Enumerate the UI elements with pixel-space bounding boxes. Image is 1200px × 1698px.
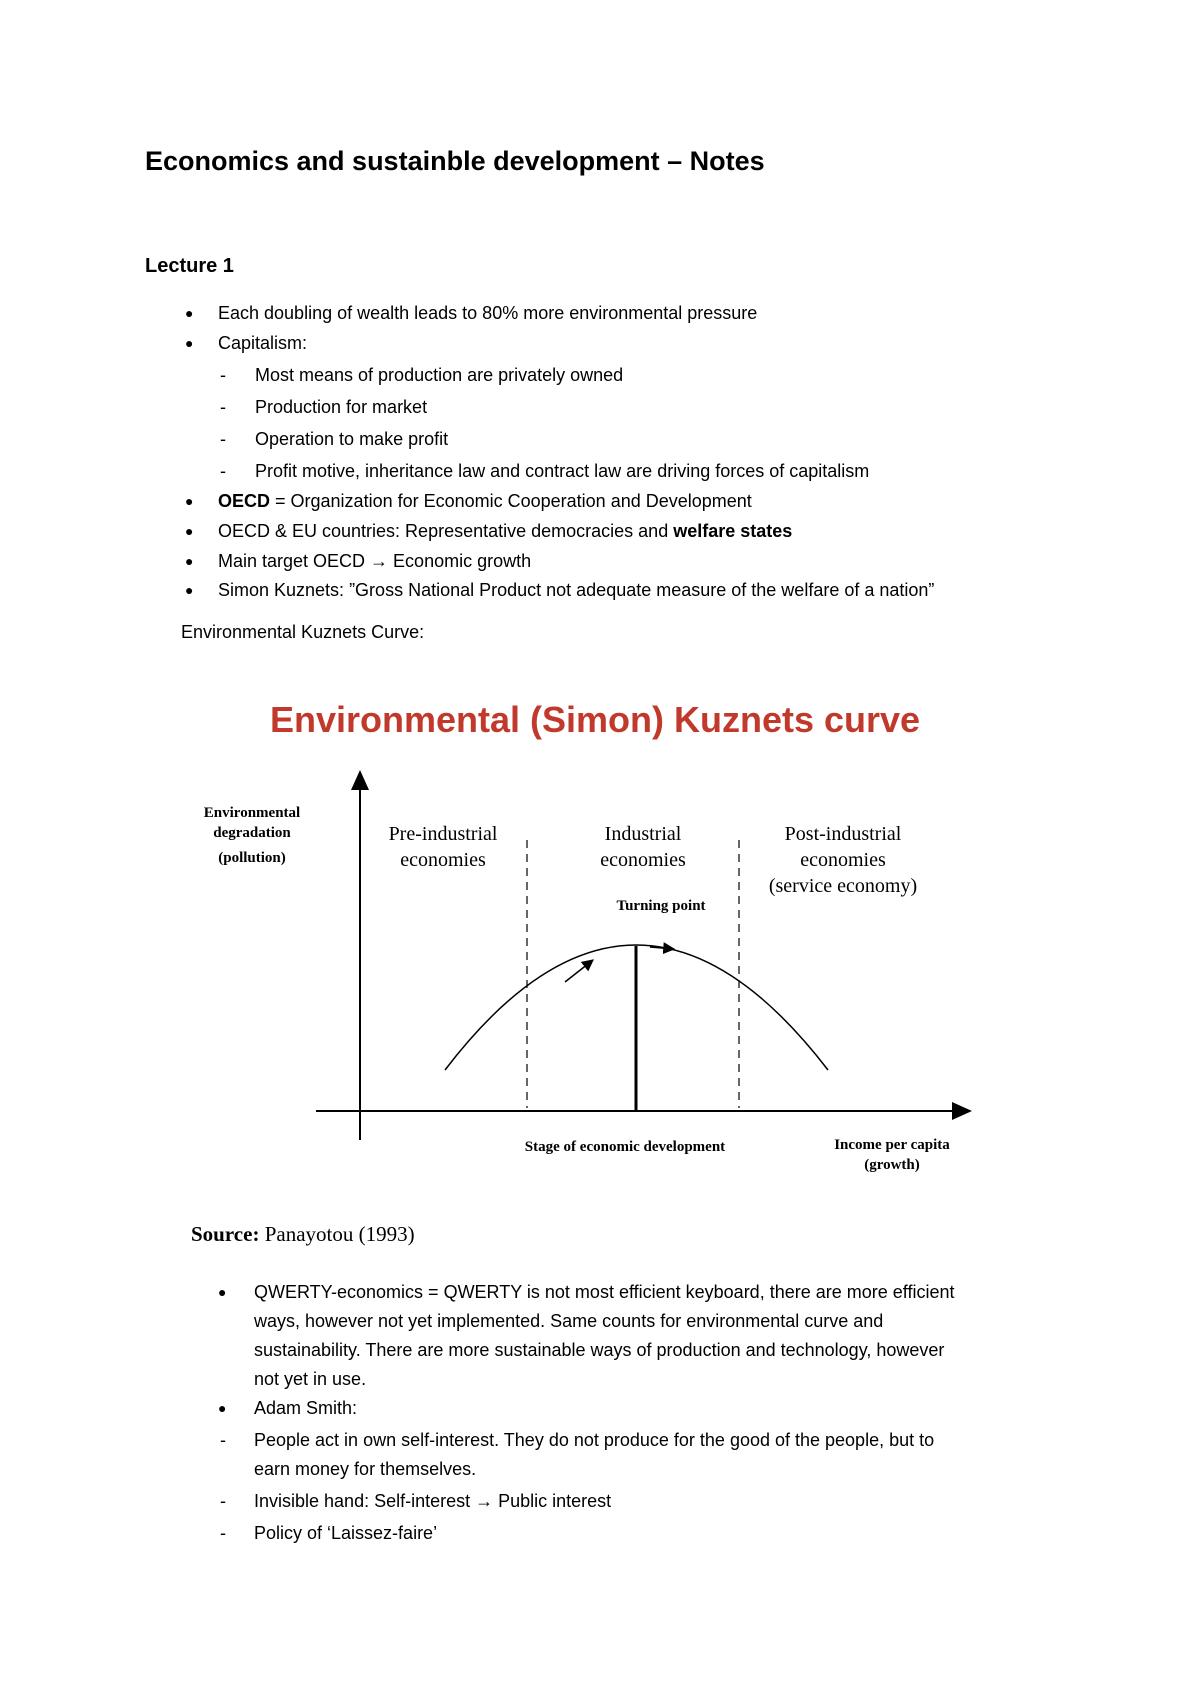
figure-title: Environmental (Simon) Kuznets curve — [269, 700, 921, 740]
dash-marker: - — [220, 461, 226, 481]
dash-marker: - — [220, 1523, 226, 1543]
bullet-marker: ● — [185, 582, 194, 598]
bullet-marker: ● — [218, 1400, 227, 1416]
post-industrial-label-2: economies — [800, 849, 886, 871]
x-axis-arrow-icon — [952, 1102, 972, 1120]
x-label-mid: Stage of economic development — [524, 1139, 726, 1155]
figure-source-line: Source: Panayotou (1993) — [191, 1222, 415, 1246]
x-label-right: Income per capita — [834, 1137, 950, 1153]
laissez-faire: Policy of ‘Laissez-faire’ — [254, 1523, 438, 1543]
invisible-hand: Invisible hand: Self-interest → Public interest — [254, 1491, 612, 1511]
y-axis-arrow-icon — [351, 770, 369, 790]
ekc-label: Environmental Kuznets Curve: — [181, 622, 425, 642]
pre-industrial-label: Pre-industrial — [388, 823, 498, 845]
bullet-marker: ● — [185, 493, 194, 509]
document-page: Economics and sustainble development – Notes Lecture 1 ● Each doubling of wealth leads to 80% more environmental pressure ● Capitalism: - Most means of production are privately owned - Production for market - Operation to make profit - Profit motive, inheritance law and contract law are driving forces of capitalism ● OECD = Organization for Economic Cooperation and Development ● OECD & EU countries: Representative democracies and welfare states ● Main target OECD → Economic growth ● Simon Kuznets: ”Gross National Product not adequate measure of the welfare of a nation” Environmental Kuznets Curve: Environmental (Simon) Kuznets curve Environmental degradation (pollution) Pre-industrial economies Industrial economies Post-industrial economies (service economy) Turning point Stage of economic development Income per capita (growth) Source: Panayotou (1993) ● QWERTY-economics = QWERTY is not most efficient keyboard, there are more efficient ways, however not yet implemented. Same counts for environmental curve and sustainability. There are more sustainable ways of production and technology, however not yet in use. ● Adam Smith: - People act in own self-interest. They do not produce for the good of the people, but to earn money for themselves. - Invisible hand: Self-interest → Public interest - Policy of ‘Laissez-faire’ — [0, 0, 1200, 1698]
post-industrial-label-3: (service economy) — [768, 875, 918, 897]
dash-marker: - — [220, 429, 226, 449]
bullet-marker: ● — [185, 553, 194, 569]
post-industrial-label: Post-industrial — [784, 823, 902, 845]
y-label-line1: Environmental — [203, 805, 301, 821]
y-label-line2: degradation — [213, 825, 291, 841]
qwerty-line-1: QWERTY-economics = QWERTY is not most efficient keyboard, there are more efficient — [254, 1282, 955, 1302]
page-title: Economics and sustainble development – Notes — [145, 146, 765, 176]
dash-marker: - — [220, 365, 226, 385]
peak-arrow-icon — [650, 947, 674, 949]
smith-line-1: People act in own self-interest. They do not produce for the good of the people, but to — [254, 1430, 935, 1450]
y-label-line3: (pollution) — [218, 850, 286, 866]
industrial-label: Industrial — [604, 823, 682, 845]
dash-marker: - — [220, 1430, 226, 1450]
lecture-heading: Lecture 1 — [145, 255, 234, 277]
dash-marker: - — [220, 397, 226, 417]
bullet-marker: ● — [185, 305, 194, 321]
bullet-marker: ● — [185, 523, 194, 539]
bullet-marker: ● — [218, 1284, 227, 1300]
rising-arrow-icon — [565, 960, 593, 982]
qwerty-line-4: not yet in use. — [254, 1369, 367, 1389]
dash-marker: - — [220, 1491, 226, 1511]
pre-industrial-label-2: economies — [400, 849, 486, 871]
kuznets-curve-figure — [170, 700, 1030, 1220]
bullet-marker: ● — [185, 335, 194, 351]
turning-point-label: Turning point — [616, 898, 706, 914]
qwerty-line-3: sustainability. There are more sustainable ways of production and technology, however — [254, 1340, 945, 1360]
x-label-right-2: (growth) — [864, 1157, 920, 1173]
smith-line-2: earn money for themselves. — [254, 1459, 477, 1479]
adam-smith-heading: Adam Smith: — [254, 1398, 358, 1418]
qwerty-line-2: ways, however not yet implemented. Same counts for environmental curve and — [254, 1311, 884, 1331]
industrial-label-2: economies — [600, 849, 686, 871]
